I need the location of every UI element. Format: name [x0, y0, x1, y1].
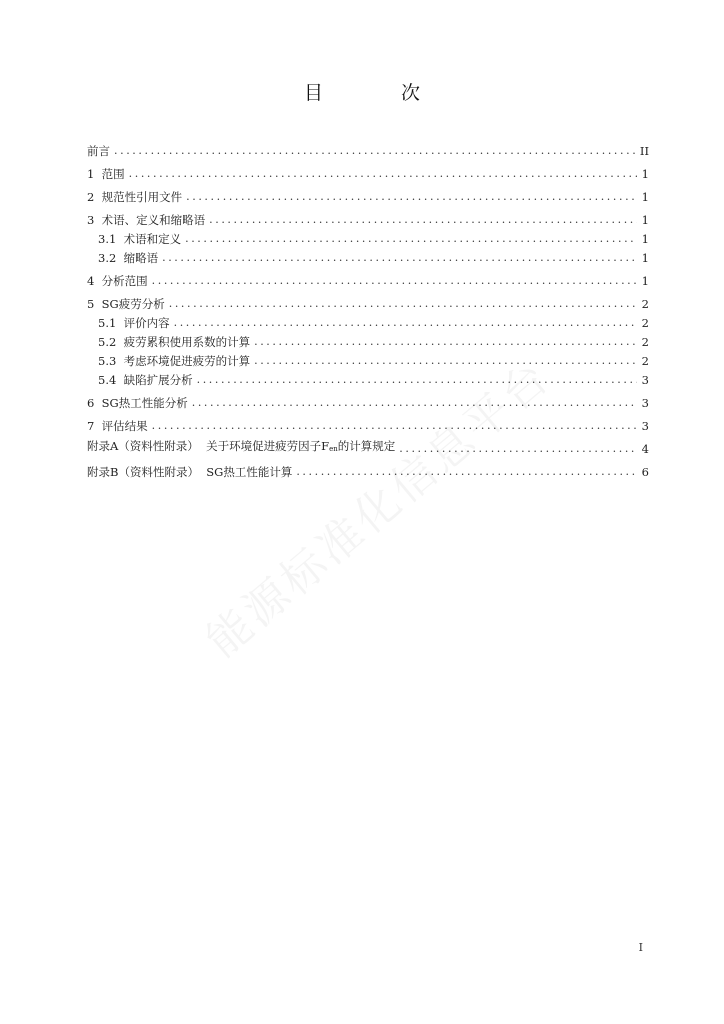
dot-leader: [186, 190, 637, 204]
toc-label: SG疲劳分析: [101, 297, 165, 311]
dot-leader: [129, 167, 637, 181]
toc-label: 分析范围: [101, 274, 148, 288]
toc-label: 缺陷扩展分析: [123, 373, 193, 387]
toc-entry-scope[interactable]: [87, 158, 649, 181]
toc-number: 2: [87, 190, 102, 204]
toc-label: 考虑环境促进疲劳的计算: [123, 354, 251, 368]
toc-label-subscript: en: [329, 445, 338, 453]
toc-entry-assessment-results[interactable]: [87, 410, 649, 433]
toc-label: 评估结果: [101, 419, 148, 433]
toc-label: 疲劳累积使用系数的计算: [123, 335, 251, 349]
toc-number: 5.4: [98, 373, 124, 387]
toc-number: 3.2: [98, 251, 124, 265]
dot-leader: [254, 335, 637, 349]
toc-label: 附录B（资料性附录） SG热工性能计算: [87, 465, 293, 479]
toc-number: 5.2: [98, 335, 124, 349]
toc-number: 5.3: [98, 354, 124, 368]
toc-number: 5: [87, 297, 102, 311]
dot-leader: [185, 232, 637, 246]
toc-page: 3: [641, 396, 649, 410]
toc-entry-analysis-scope[interactable]: [87, 265, 649, 288]
toc-entry-normative-references[interactable]: [87, 181, 649, 204]
toc-page: II: [639, 144, 649, 158]
toc-entry-env-fatigue[interactable]: [87, 349, 649, 368]
dot-leader: [192, 396, 637, 410]
toc-label: 规范性引用文件: [101, 190, 183, 204]
toc-label: [87, 439, 395, 456]
toc-page: 1: [641, 190, 649, 204]
toc-page: 1: [641, 213, 649, 227]
footer-page-number: I: [638, 941, 643, 954]
toc-page: 1: [641, 251, 649, 265]
toc-page: 6: [641, 465, 649, 479]
toc-label: SG热工性能分析: [101, 396, 188, 410]
toc-label: 术语和定义: [123, 232, 182, 246]
toc-number: 7: [87, 419, 102, 433]
dot-leader: [209, 213, 637, 227]
toc-entry-flaw-growth[interactable]: [87, 368, 649, 387]
toc-number: 3: [87, 213, 102, 227]
toc-label-main: 附录A（资料性附录） 关于环境促进疲劳因子F: [87, 439, 330, 453]
dot-leader: [169, 297, 637, 311]
toc-page: 2: [641, 354, 649, 368]
toc-label: 评价内容: [123, 316, 170, 330]
dot-leader: [152, 274, 637, 288]
toc-page: 3: [641, 373, 649, 387]
table-of-contents: [87, 135, 649, 479]
toc-entry-sg-fatigue[interactable]: [87, 288, 649, 311]
toc-number: 3.1: [98, 232, 124, 246]
toc-number: 5.1: [98, 316, 124, 330]
toc-page: 1: [641, 167, 649, 181]
toc-entry-evaluation-content[interactable]: [87, 311, 649, 330]
dot-leader: [174, 316, 637, 330]
toc-label: 术语、定义和缩略语: [101, 213, 206, 227]
toc-page: 1: [641, 232, 649, 246]
toc-entry-foreword[interactable]: [87, 135, 649, 158]
dot-leader: [254, 354, 637, 368]
dot-leader: [152, 419, 637, 433]
toc-entry-abbreviations[interactable]: [87, 246, 649, 265]
toc-number: 6: [87, 396, 102, 410]
toc-page: 4: [641, 442, 649, 456]
page-title: 目 次: [303, 82, 457, 104]
toc-page: 1: [641, 274, 649, 288]
toc-label: 缩略语: [123, 251, 159, 265]
toc-number: 1: [87, 167, 102, 181]
toc-entry-terms-definitions[interactable]: [87, 227, 649, 246]
toc-entry-cuf-calculation[interactable]: [87, 330, 649, 349]
toc-page: 2: [641, 316, 649, 330]
toc-entry-terms[interactable]: [87, 204, 649, 227]
toc-number: 4: [87, 274, 102, 288]
dot-leader: [197, 373, 637, 387]
toc-label: 范围: [101, 167, 125, 181]
toc-entry-appendix-a[interactable]: [87, 433, 649, 456]
toc-label: 前言: [87, 144, 110, 158]
toc-page: 2: [641, 297, 649, 311]
dot-leader: [162, 251, 637, 265]
toc-page: 3: [641, 419, 649, 433]
toc-page: 2: [641, 335, 649, 349]
toc-label-tail: 的计算规定: [337, 439, 396, 453]
toc-entry-sg-thermal[interactable]: [87, 387, 649, 410]
dot-leader: [114, 144, 636, 158]
